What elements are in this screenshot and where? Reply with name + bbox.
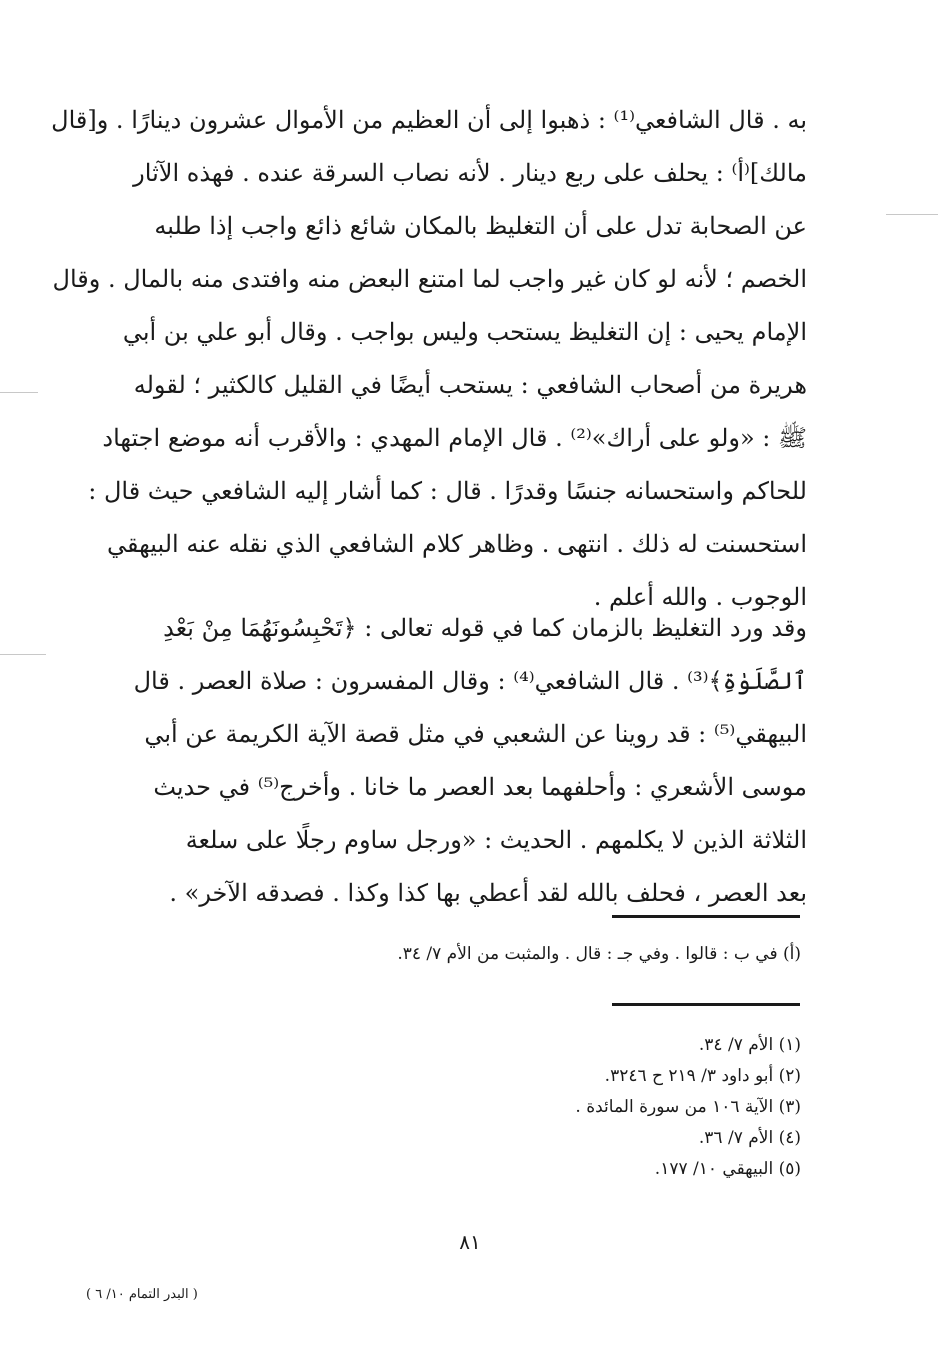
main-paragraph-1 [51,94,807,624]
text-line: استحسنت له ذلك . انتهى . وظاهر كلام الشافعي الذي نقله عنه البيهقي [107,530,807,558]
scan-artifact-line [0,654,46,655]
footnote: (٤) الأم ٧/ ٣٦. [698,1128,801,1148]
text-line: الخصم ؛ لأنه لو كان غير واجب لما امتنع البعض منه وافتدى منه بالمال . وقال [52,265,807,293]
text-line: موسى الأشعري : وأحلفهما بعد العصر ما خانا . وأخرج⁽⁵⁾ في حديث [153,773,807,801]
text-line: للحاكم واستحسانه جنسًا وقدرًا . قال : كما أشار إليه الشافعي حيث قال : [88,477,807,505]
footnote: (٢) أبو داود ٣/ ٢١٩ ح ٣٢٤٦. [604,1066,801,1086]
text-line: هريرة من أصحاب الشافعي : يستحب أيضًا في القليل كالكثير ؛ لقوله [133,371,807,399]
text-line: وقد ورد التغليظ بالزمان كما في قوله تعالى : ﴿تَحْبِسُونَهُمَا مِنْ بَعْدِ [163,614,807,642]
text-line: عن الصحابة تدل على أن التغليظ بالمكان شائع ذائع واجب إذا طلبه [154,212,807,240]
text-line: الثلاثة الذين لا يكلمهم . الحديث : «ورجل ساوم رجلًا على سلعة [185,826,807,854]
footnote: (١) الأم ٧/ ٣٤. [698,1035,801,1055]
text-line: مالك]⁽أ⁾ : يحلف على ربع دينار . لأنه نصاب السرقة عنده . فهذه الآثار [133,159,807,187]
variant-reading-note: (أ) في ب : قالوا . وفي جـ : قال . والمثبت من الأم ٧/ ٣٤. [397,944,801,964]
main-paragraph-2 [132,602,807,920]
footnote-divider [612,915,800,918]
text-line: ٱلصَّلَوٰةِ﴾⁽³⁾ . قال الشافعي⁽⁴⁾ : وقال المفسرون : صلاة العصر . قال [133,667,807,695]
text-line: الوجوب . والله أعلم . [593,583,807,611]
signature-mark: ( البدر التمام ١٠/ ٦ ) [86,1287,198,1302]
text-line: البيهقي⁽⁵⁾ : قد روينا عن الشعبي في مثل قصة الآية الكريمة عن أبي [144,720,807,748]
text-line: الإمام يحيى : إن التغليظ يستحب وليس بواجب . وقال أبو علي بن أبي [122,318,807,346]
text-line: بعد العصر ، فحلف بالله لقد أعطي بها كذا وكذا . فصدقه الآخر» . [169,879,807,907]
footnote-divider [612,1003,800,1006]
scan-artifact-line [886,214,938,215]
footnote: (٥) البيهقي ١٠/ ١٧٧. [654,1159,801,1179]
text-line: ﷺ : «ولو على أراك»⁽²⁾ . قال الإمام المهدي : والأقرب أنه موضع اجتهاد [102,424,807,452]
footnotes [575,1030,801,1185]
scan-artifact-line [0,392,38,393]
footnote: (٣) الآية ١٠٦ من سورة المائدة . [575,1097,801,1117]
text-line: به . قال الشافعي⁽¹⁾ : ذهبوا إلى أن العظيم من الأموال عشرون دينارًا . و[قال [51,106,807,134]
page-number: ٨١ [459,1230,481,1254]
